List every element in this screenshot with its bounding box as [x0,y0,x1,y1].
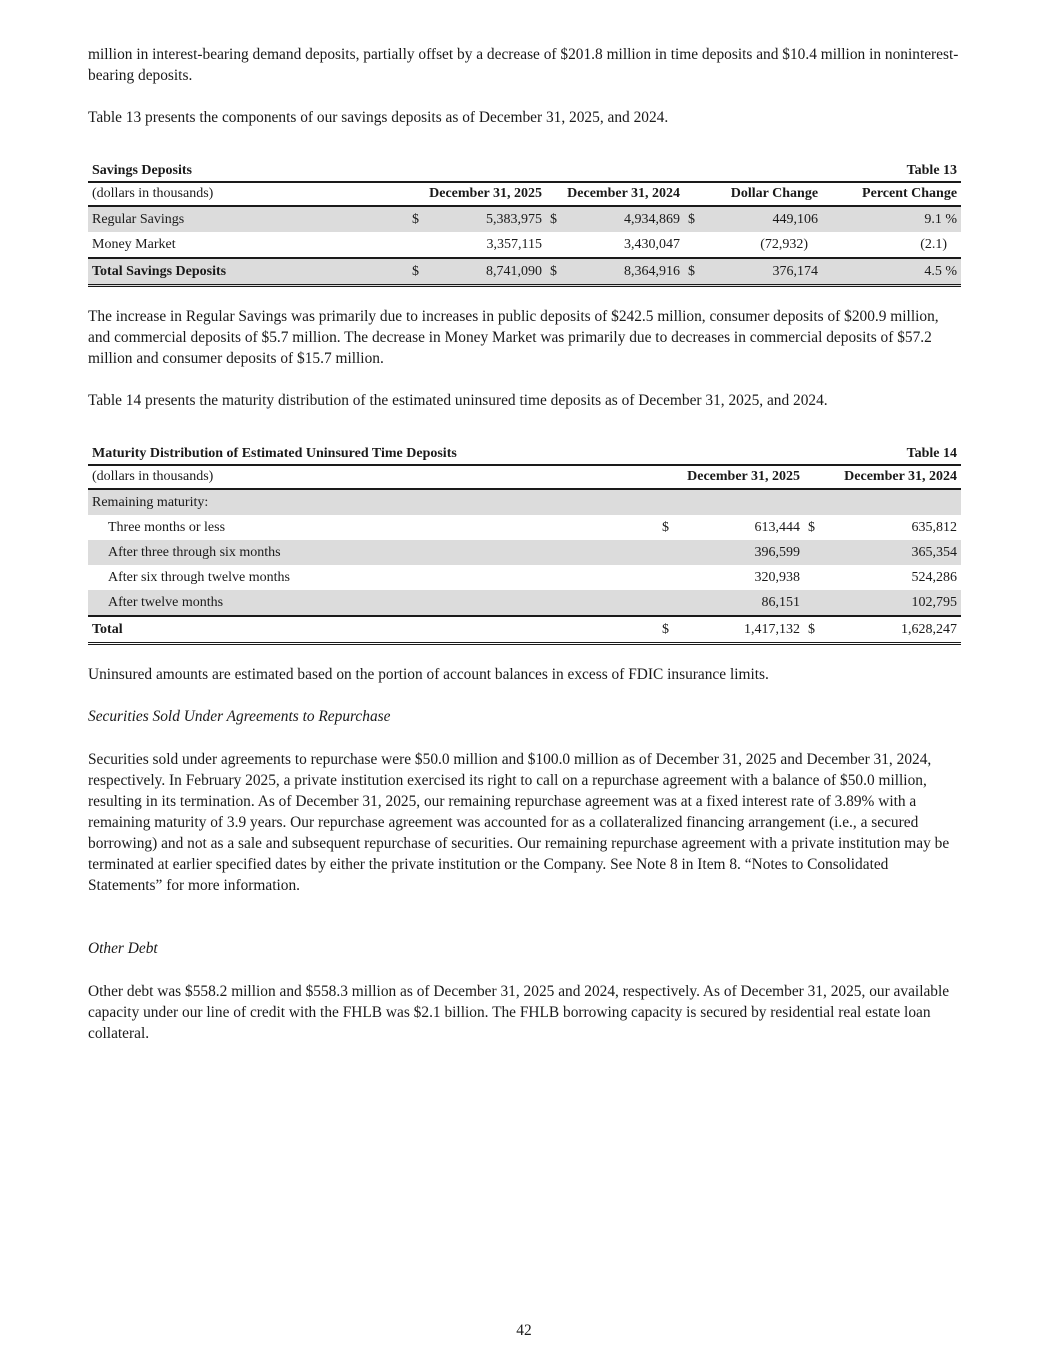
currency-symbol: $ [684,258,702,286]
currency-symbol [408,232,426,258]
table-row-total [88,616,961,644]
table14-lead-paragraph: Table 14 presents the maturity distribution of the estimated uninsured time deposits as of December 31, 2025, and 2024. [88,392,828,409]
row-label: Total [88,616,658,644]
cell-value: 376,174 [702,258,822,286]
cell-value: 1,628,247 [824,616,961,644]
row-label: Money Market [92,236,176,252]
cell-value: 449,106 [702,206,822,232]
currency-symbol [546,232,564,258]
table-row [88,590,961,616]
table-row [88,515,961,540]
table-13 [88,157,961,287]
cell-value: 4.5 % [822,258,961,286]
currency-symbol: $ [684,206,702,232]
currency-symbol: $ [408,206,426,232]
table13-col-header: Dollar Change [684,182,822,206]
page-number: 42 [516,1322,532,1339]
row-label: Three months or less [108,519,226,535]
table14-title: Maturity Distribution of Estimated Uninsured Time Deposits [88,440,804,465]
currency-symbol [804,540,824,565]
currency-symbol [658,540,678,565]
cell-value: 320,938 [754,569,801,585]
currency-symbol: $ [546,258,564,286]
repo-paragraph: Securities sold under agreements to repurchase were $50.0 million and $100.0 million as of December 31, 2025 and December 31, 2024, respectively. In February 2025, a private institution exercised its right to call on a repurchase agreement with a balance of $50.0 million, resulting in its termination. As of December 31, 2025, our remaining repurchase agreement was at a fixed interest rate of 3.89% with a remaining maturity of 3.9 years. Our repurchase agreement was accounted for as a collateralized financing arrangement (i.e., a secured borrowing) and not as a sale and subsequent repurchase of securities. Our remaining repurchase agreement with a private institution may be terminated at earlier specified dates by either the private institution or the Company. See Note 8 in Item 8. “Notes to Consolidated Statements” for more information. [88,751,950,894]
repo-section-heading: Securities Sold Under Agreements to Repurchase [88,708,391,725]
cell-value: 3,357,115 [486,236,542,252]
table-group-row [88,489,961,515]
table-row [88,232,961,258]
table-14 [88,440,961,645]
currency-symbol [658,565,678,590]
table-row [88,565,961,590]
currency-symbol: $ [408,258,426,286]
regular-savings-paragraph: The increase in Regular Savings was primarily due to increases in public deposits of $242.5 million, consumer deposits of $200.9 million, and commercial deposits of $5.7 million. The decrease in Money Market was primarily due to decreases in commercial deposits of $57.2 million and consumer deposits of $15.7 million. [88,308,939,367]
cell-value: 3,430,047 [624,236,681,252]
row-label: Total Savings Deposits [88,258,408,286]
currency-symbol: $ [808,519,816,535]
table13-col-header: December 31, 2024 [546,182,684,206]
cell-value: 8,741,090 [426,258,546,286]
cell-value: (72,932) [760,236,809,252]
table14-label: Table 14 [804,440,961,465]
currency-symbol [804,590,824,616]
group-label: Remaining maturity: [88,489,961,515]
table13-units: (dollars in thousands) [88,182,408,206]
currency-symbol [804,565,824,590]
other-debt-paragraph: Other debt was $558.2 million and $558.3 million as of December 31, 2025 and 2024, respectively. As of December 31, 2025, our available capacity under our line of credit with the FHLB was $2.1 billion. The FHLB borrowing capacity is secured by residential real estate loan collateral. [88,983,950,1042]
cell-value: 102,795 [824,590,961,616]
table13-col-header: December 31, 2025 [408,182,546,206]
cell-value: 1,417,132 [678,616,804,644]
cell-value: 9.1 % [822,206,961,232]
currency-symbol: $ [662,519,669,535]
table13-label: Table 13 [564,157,961,182]
cell-value: 635,812 [911,519,958,535]
table-row [88,206,961,232]
row-label: After three through six months [88,540,658,565]
cell-value: 86,151 [678,590,804,616]
row-label: Regular Savings [88,206,408,232]
table-row [88,540,961,565]
cell-value: (2.1) [920,236,948,252]
cell-value: 4,934,869 [564,206,684,232]
currency-symbol [658,590,678,616]
row-label: After six through twelve months [108,569,290,585]
currency-symbol: $ [804,616,824,644]
cell-value: 396,599 [678,540,804,565]
cell-value: 365,354 [824,540,961,565]
currency-symbol: $ [658,616,678,644]
row-label: After twelve months [88,590,658,616]
table13-lead-paragraph: Table 13 presents the components of our savings deposits as of December 31, 2025, and 2024. [88,109,669,126]
table13-col-header: Percent Change [822,182,961,206]
table13-title: Savings Deposits [88,157,564,182]
cell-value: 524,286 [911,569,958,585]
table14-units: (dollars in thousands) [88,465,658,489]
table-row-total [88,258,961,286]
continuation-paragraph: million in interest-bearing demand deposits, partially offset by a decrease of $201.8 million in time deposits and $10.4 million in noninterest-bearing deposits. [88,46,959,84]
uninsured-note-paragraph: Uninsured amounts are estimated based on the portion of account balances in excess of FDIC insurance limits. [88,666,769,683]
table14-col-header: December 31, 2025 [658,465,804,489]
other-debt-section-heading: Other Debt [88,940,158,957]
cell-value: 5,383,975 [426,206,546,232]
currency-symbol: $ [546,206,564,232]
cell-value: 8,364,916 [564,258,684,286]
currency-symbol [684,232,702,258]
cell-value: 613,444 [754,519,801,535]
table14-col-header: December 31, 2024 [804,465,961,489]
